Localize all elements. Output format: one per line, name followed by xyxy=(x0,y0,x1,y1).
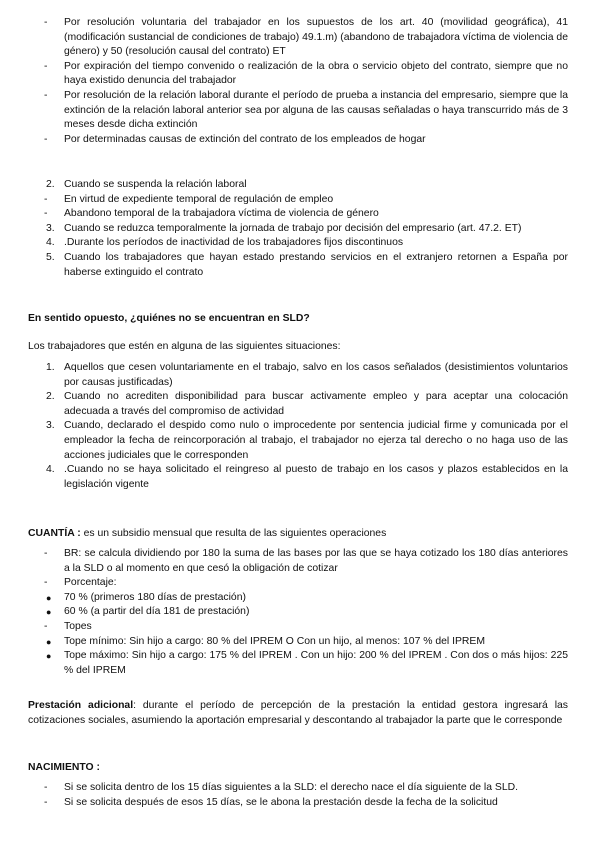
top-list xyxy=(28,16,568,147)
opuesto-intro: Los trabajadores que estén en alguna de las siguientes situaciones: xyxy=(28,341,341,352)
list-item: 1. Aquellos que cesen voluntariamente en el trabajo, salvo en los casos señalados (desistimientos voluntarios por causas justificadas) xyxy=(46,362,568,388)
nacimiento-list xyxy=(28,781,568,810)
cuantia-paragraph: CUANTÍA : es un subsidio mensual que resulta de las siguientes operaciones xyxy=(28,528,387,539)
list-item: ● Tope máximo: Sin hijo a cargo: 175 % del IPREM . Con un hijo: 200 % del IPREM . Con dos o más hijos: 225 % del IPREM xyxy=(46,650,568,676)
list-item: 2. Cuando se suspenda la relación laboral xyxy=(46,179,247,190)
list-item: - En virtud de expediente temporal de regulación de empleo xyxy=(44,193,334,205)
opuesto-list xyxy=(28,361,568,492)
list-item: - Topes xyxy=(44,620,92,632)
list-item: - Por determinadas causas de extinción del contrato de los empleados de hogar xyxy=(44,133,426,145)
list-item: - Por resolución voluntaria del trabajador en los supuestos de los art. 40 (movilidad geográfica), 41 (modificación sustancial de condiciones de trabajo) 49.1.m) (abandono de trabajadora víctima de violencia de género) y 50 (resolución causal del contrato) ET xyxy=(44,17,568,58)
list-item: 3. Cuando, declarado el despido como nulo o improcedente por sentencia judicial firme y comunicada por el empleador la fecha de reincorporación al trabajo, el trabajador no ejerza tal derecho o no haga uso de las acciones judiciales que le corresponden xyxy=(46,420,568,461)
list-item: 3. Cuando se reduzca temporalmente la jornada de trabajo por decisión del empresario (art. 47.2. ET) xyxy=(46,222,522,234)
list-item: - Porcentaje: xyxy=(44,577,117,589)
list-item: 2. Cuando no acrediten disponibilidad para buscar activamente empleo y para aceptar una colocación adecuada a través del compromiso de actividad xyxy=(46,391,568,417)
cuantia-label: CUANTÍA : xyxy=(28,528,81,539)
list-item: - Por expiración del tiempo convenido o realización de la obra o servicio objeto del contrato, siempre que no haya existido denuncia del trabajador xyxy=(44,60,568,87)
prestacion-paragraph: Prestación adicional: durante el período de percepción de la prestación la entidad gestora ingresará las cotizaciones sociales, asumiendo la aportación empresarial y descontando al trabajador la parte que le corresponde xyxy=(28,700,568,726)
list-item: - Abandono temporal de la trabajadora víctima de violencia de género xyxy=(44,208,379,220)
second-list xyxy=(28,178,568,280)
list-item: - Si se solicita dentro de los 15 días siguientes a la SLD: el derecho nace el día siguiente de la SLD. xyxy=(44,782,519,793)
list-item: - Por resolución de la relación laboral durante el período de prueba a instancia del empresario, siempre que la extinción de la relación laboral anterior sea por alguna de las causas señaladas o haya transcurrido más de 3 meses desde dicha extinción xyxy=(44,89,568,131)
opuesto-heading: En sentido opuesto, ¿quiénes no se encuentran en SLD? xyxy=(28,313,310,324)
list-item: - BR: se calcula dividiendo por 180 la suma de las bases por las que se haya cotizado los 180 días anteriores a la SLD o al momento en que cesó la obligación de cotizar xyxy=(44,548,568,574)
nacimiento-heading: NACIMIENTO : xyxy=(28,762,100,773)
cuantia-list xyxy=(28,547,568,678)
list-item: - Si se solicita después de esos 15 días, se le abona la prestación desde la fecha de la solicitud xyxy=(44,796,498,808)
list-item: 4. .Cuando no se haya solicitado el reingreso al puesto de trabajo en los casos y plazos establecidos en la legislación vigente xyxy=(46,464,568,490)
list-item: ● Tope mínimo: Sin hijo a cargo: 80 % del IPREM O Con un hijo, al menos: 107 % del IPREM xyxy=(46,635,486,647)
list-item: ● 70 % (primeros 180 días de prestación) xyxy=(46,591,246,603)
list-item: 5. Cuando los trabajadores que hayan estado prestando servicios en el extranjero retornen a España por haberse extinguido el contrato xyxy=(46,251,568,278)
list-item: ● 60 % (a partir del día 181 de prestación) xyxy=(46,606,250,618)
list-item: 4. .Durante los períodos de inactividad de los trabajadores fijos discontinuos xyxy=(46,237,404,249)
prestacion-label: Prestación adicional xyxy=(28,700,134,711)
